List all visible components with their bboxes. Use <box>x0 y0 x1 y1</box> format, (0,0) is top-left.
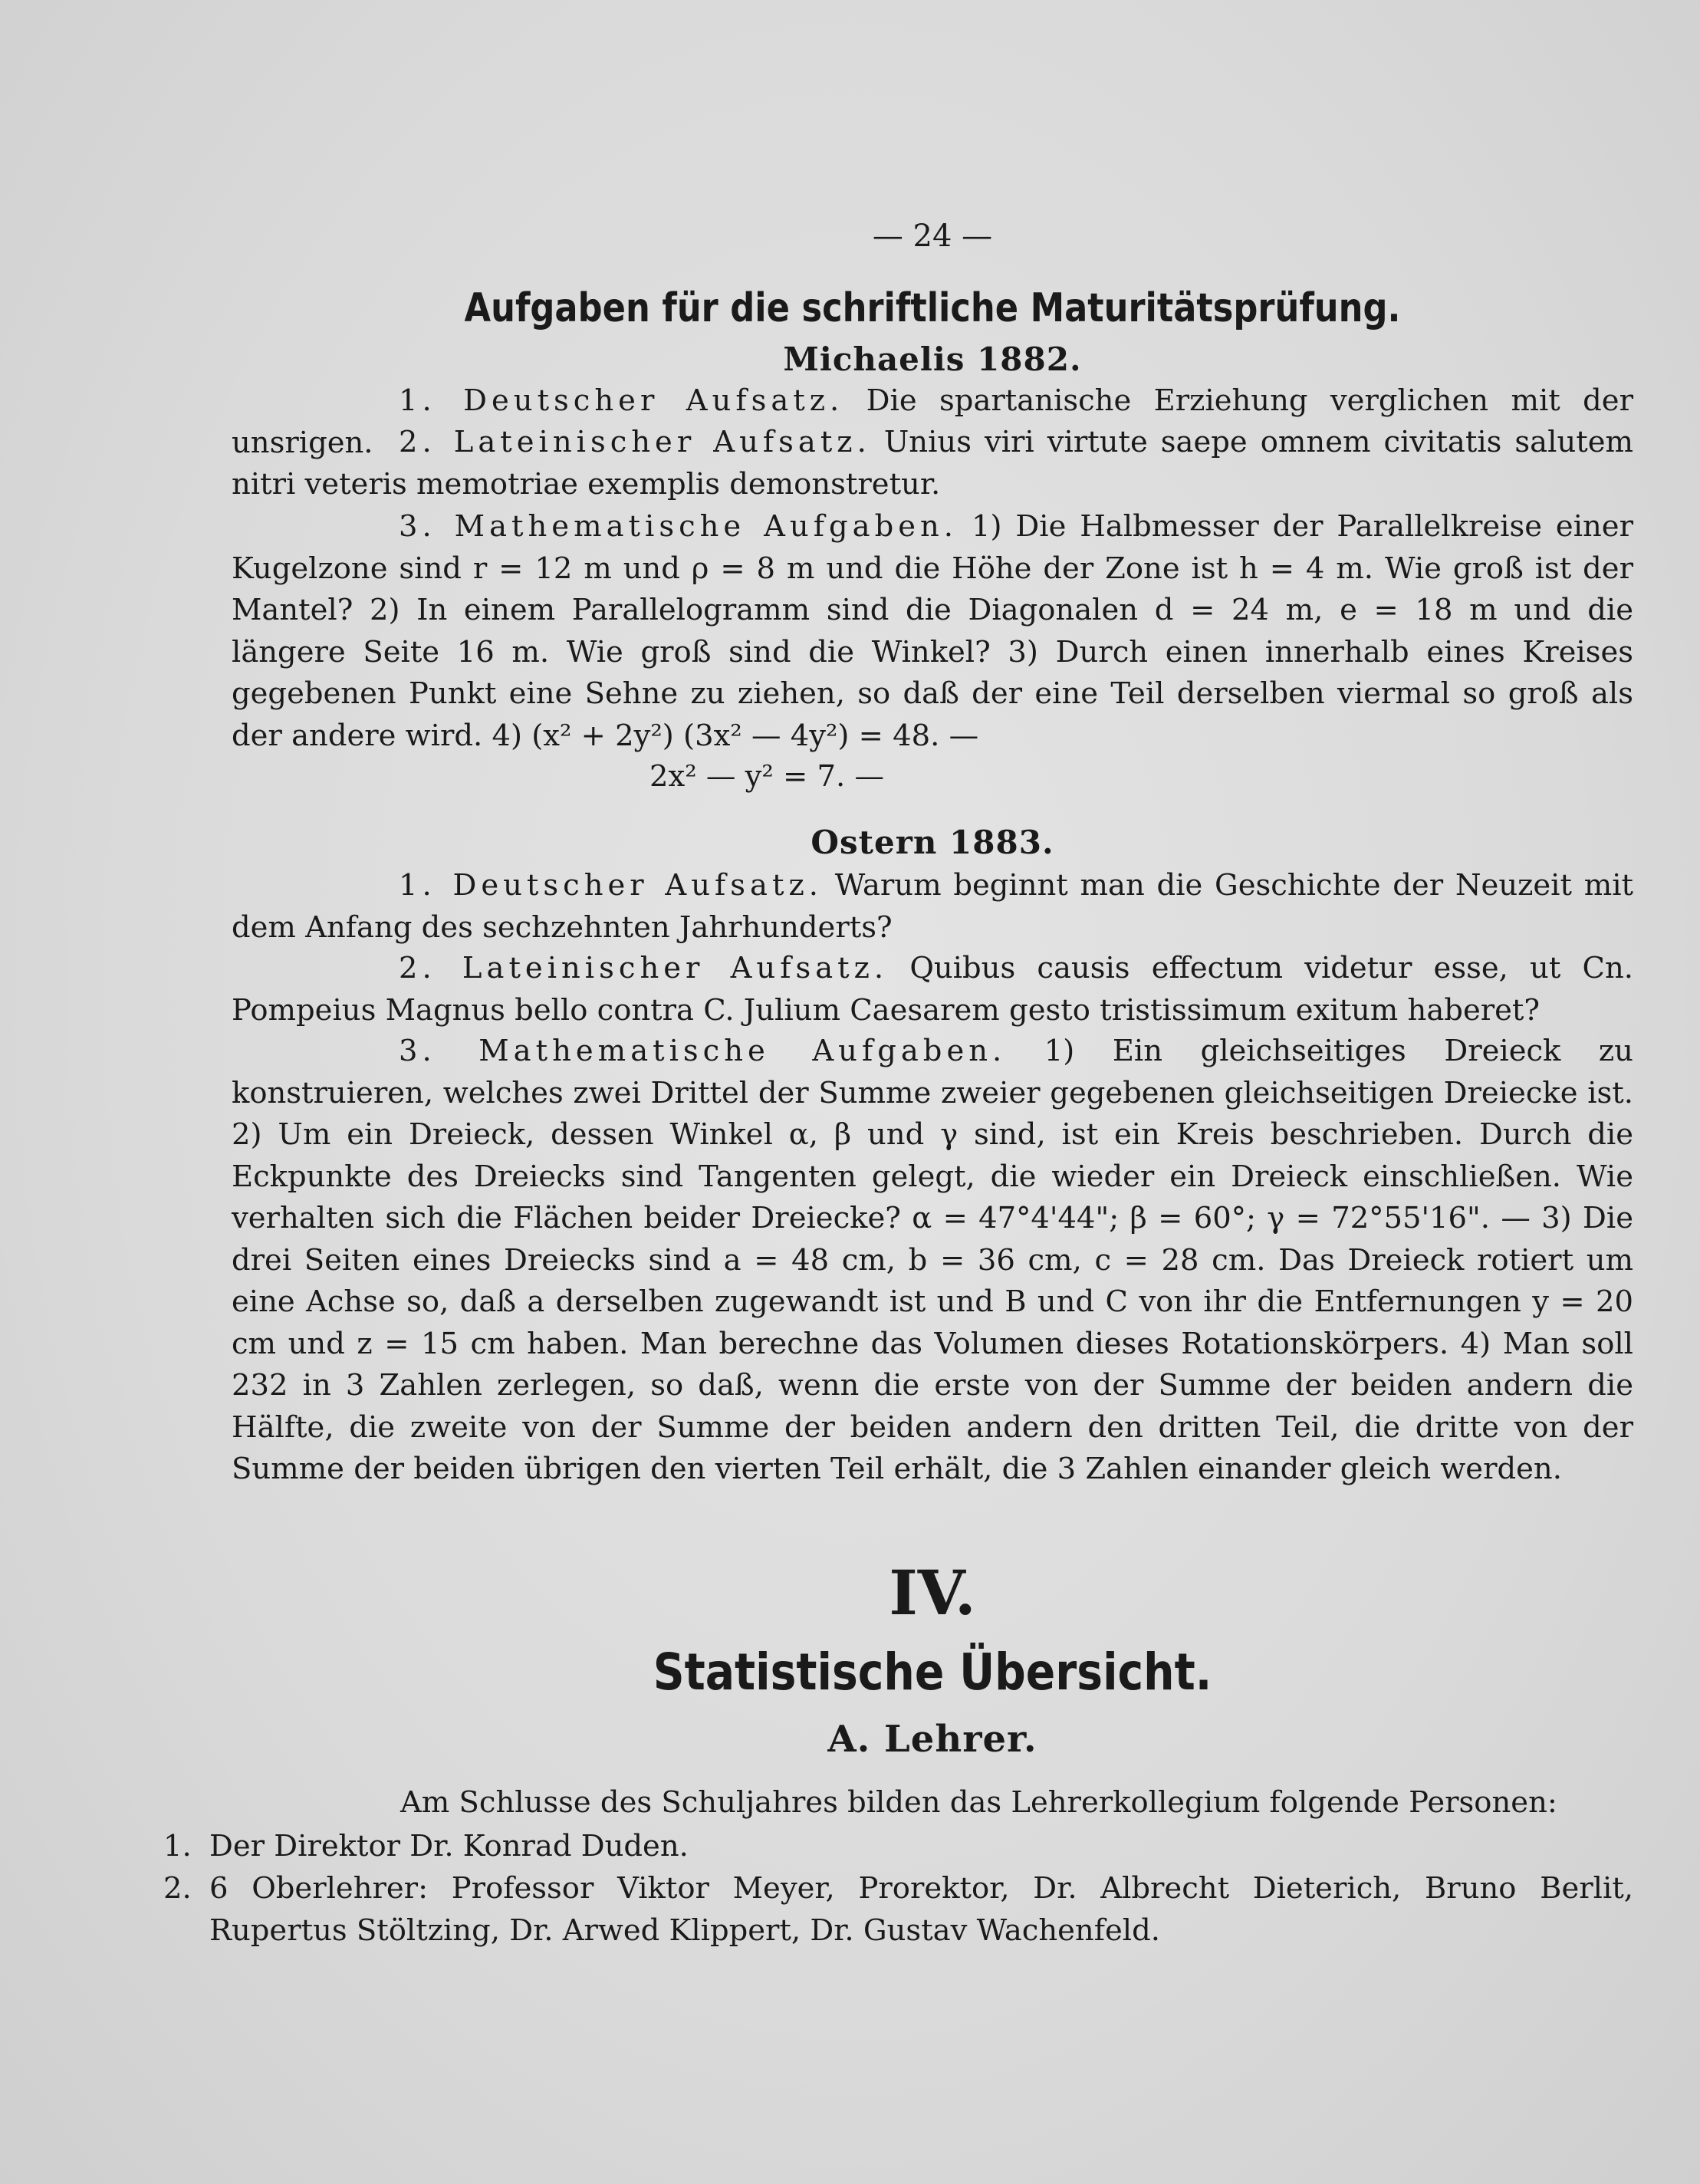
item-lead: 1. Deutscher Aufsatz. <box>399 383 844 418</box>
item-text: 1) Die Halbmesser der Parallelkreise einer Kugelzone sind r = 12 m und ρ = 8 m und die Höhe der Zone ist h = 4 m. Wie groß ist der Mantel? 2) In einem Parallelogramm sind die Diagonalen d = 24 m, e = 18 m und die längere Seite 16 m. Wie groß sind die Winkel? 3) Durch einen innerhalb eines Kreises gegebenen Punkt eine Sehne zu ziehen, so daß der eine Teil derselben viermal so groß als der andere wird. 4) (x² + 2y²) (3x² — 4y²) = 48. — <box>232 509 1633 753</box>
item-lead: 2. Lateinischer Aufsatz. <box>399 425 871 459</box>
list-text: Der Direktor Dr. Konrad Duden. <box>209 1829 689 1863</box>
equation-line: 2x² — y² = 7. — <box>649 759 885 794</box>
page-number: — 24 — <box>872 219 993 254</box>
paragraph <box>232 865 1633 949</box>
item-lead: 3. Mathematische Aufgaben. <box>399 1034 1007 1068</box>
item-text: Warum beginnt man die Geschichte der Neuzeit mit dem Anfang des sechzehnten Jahrhunderts? <box>232 868 1633 945</box>
session-heading-michaelis: Michaelis 1882. <box>783 340 1082 378</box>
list-text: 6 Oberlehrer: Professor Viktor Meyer, Prorektor, Dr. Albrecht Dieterich, Bruno Berlit, Rupertus Stöltzing, Dr. Arwed Klippert, Dr. Gustav Wachenfeld. <box>209 1871 1633 1948</box>
staff-list <box>163 1825 1633 1952</box>
list-number: 1. <box>163 1829 192 1863</box>
paragraph <box>232 506 1633 757</box>
section-title: Statistische Übersicht. <box>653 1643 1212 1702</box>
session-heading-ostern: Ostern 1883. <box>811 824 1054 861</box>
paragraph <box>232 948 1633 1031</box>
item-lead: 2. Lateinischer Aufsatz. <box>399 951 889 985</box>
item-text: 1) Ein gleichseitiges Dreieck zu konstruieren, welches zwei Drittel der Summe zweier gegebenen gleichseitigen Dreiecke ist. 2) Um ein Dreieck, dessen Winkel α, β und γ sind, ist ein Kreis beschrieben. Durch die Eckpunkte des Dreiecks sind Tangenten gelegt, die wieder ein Dreieck einschließen. Wie verhalten sich die Flächen beider Dreiecke? α = 47°4'44"; β = 60°; γ = 72°55'16". — 3) Die drei Seiten eines Dreiecks sind a = 48 cm, b = 36 cm, c = 28 cm. Das Dreieck rotiert um eine Achse so, daß a derselben zugewandt ist und B und C von ihr die Entfernungen y = 20 cm und z = 15 cm haben. Man berechne das Volumen dieses Rotationskörpers. 4) Man soll 232 in 3 Zahlen zerlegen, so daß, wenn die erste von der Summe der beiden andern die Hälfte, die zweite von der Summe der beiden andern den dritten Teil, die dritte von der Summe der beiden übrigen den vierten Teil erhält, die 3 Zahlen einander gleich werden. <box>232 1034 1633 1486</box>
list-item <box>163 1825 1633 1867</box>
item-lead: 1. Deutscher Aufsatz. <box>399 868 823 903</box>
list-item <box>163 1867 1633 1952</box>
paragraph <box>232 1031 1633 1491</box>
list-number: 2. <box>163 1871 192 1906</box>
intro-line: Am Schlusse des Schuljahres bilden das Lehrerkollegium folgende Personen: <box>400 1785 1557 1820</box>
exam-title: Aufgaben für die schriftliche Maturitätsprüfung. <box>464 285 1401 331</box>
item-text: Unius viri virtute saepe omnem civitatis salutem nitri veteris memotriae exemplis demonstretur. <box>232 425 1634 502</box>
paragraph <box>232 422 1633 505</box>
subsection-heading: A. Lehrer. <box>827 1718 1037 1761</box>
item-lead: 3. Mathematische Aufgaben. <box>399 509 959 544</box>
item-text: Quibus causis effectum videtur esse, ut Cn. Pompeius Magnus bello contra C. Julium Caesarem gesto tristissimum exitum haberet? <box>232 951 1633 1028</box>
item-text: Die spartanische Erziehung verglichen mit der unsrigen. <box>232 383 1633 460</box>
section-numeral: IV. <box>889 1557 976 1629</box>
